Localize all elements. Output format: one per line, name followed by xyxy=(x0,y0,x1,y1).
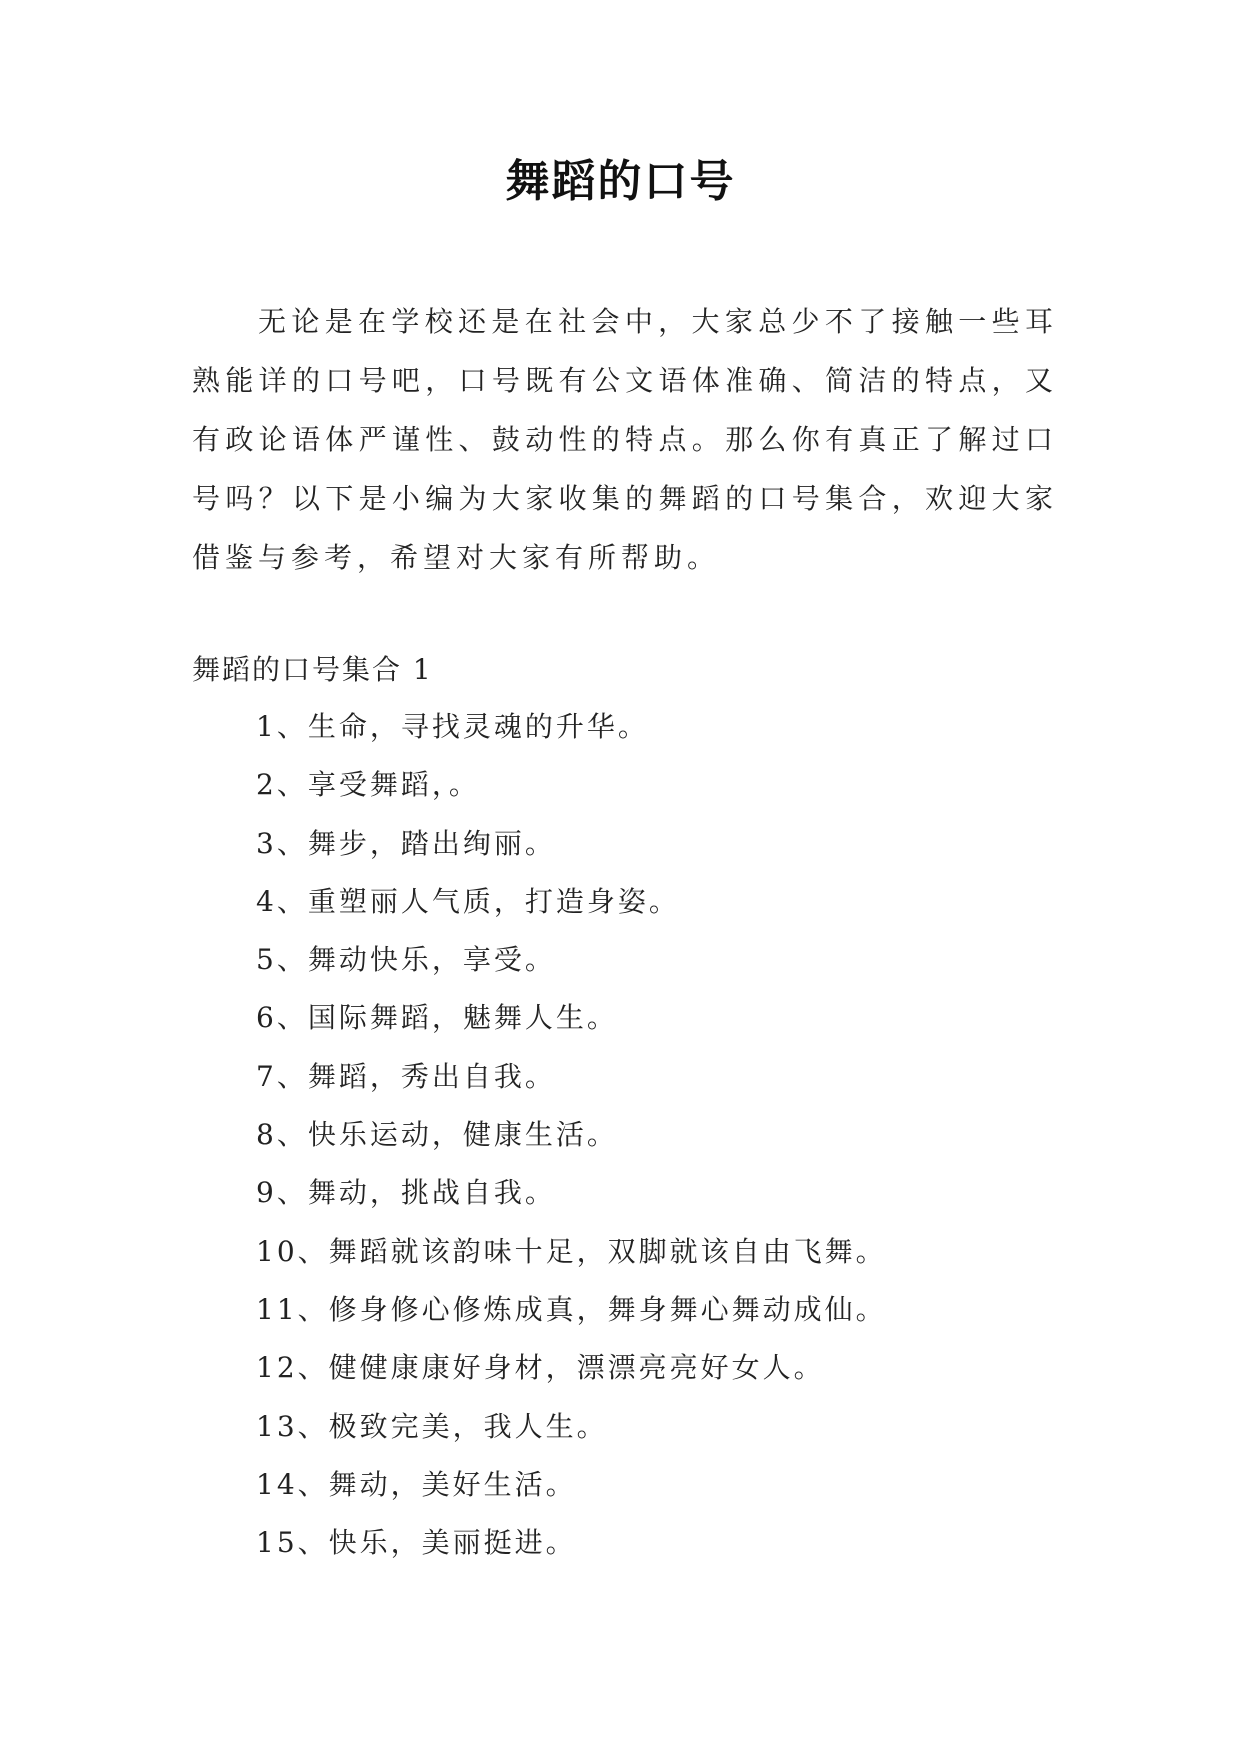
slogan-item: 3、舞步，踏出绚丽。 xyxy=(256,826,556,860)
intro-paragraph: 无论是在学校还是在社会中，大家总少不了接触一些耳熟能详的口号吧，口号既有公文语体准确、简洁的特点，又有政论语体严谨性、鼓动性的特点。那么你有真正了解过口号吗？以下是小编为大家收集的舞蹈的口号集合，欢迎大家借鉴与参考，希望对大家有所帮助。 xyxy=(192,305,1058,574)
slogan-item: 10、舞蹈就该韵味十足，双脚就该自由飞舞。 xyxy=(256,1234,887,1268)
slogan-list xyxy=(256,698,1076,1572)
slogan-item: 9、舞动，挑战自我。 xyxy=(256,1176,556,1210)
slogan-item: 13、极致完美，我人生。 xyxy=(256,1409,608,1443)
slogan-item: 7、舞蹈，秀出自我。 xyxy=(256,1059,556,1093)
slogan-item: 8、快乐运动，健康生活。 xyxy=(256,1118,618,1152)
slogan-item: 4、重塑丽人气质，打造身姿。 xyxy=(256,884,680,918)
slogan-item: 12、健健康康好身材，漂漂亮亮好女人。 xyxy=(256,1351,825,1385)
slogan-item: 15、快乐，美丽挺进。 xyxy=(256,1526,577,1560)
slogan-item: 6、国际舞蹈，魅舞人生。 xyxy=(256,1001,618,1035)
slogan-item: 1、生命，寻找灵魂的升华。 xyxy=(256,710,649,743)
slogan-item: 2、享受舞蹈，。 xyxy=(256,768,480,802)
section-heading: 舞蹈的口号集合 1 xyxy=(192,653,433,686)
document-title: 舞蹈的口号 xyxy=(505,156,736,207)
slogan-item: 5、舞动快乐，享受。 xyxy=(256,943,556,977)
slogan-item: 11、修身修心修炼成真，舞身舞心舞动成仙。 xyxy=(256,1292,887,1326)
slogan-item: 14、舞动，美好生活。 xyxy=(256,1467,577,1501)
